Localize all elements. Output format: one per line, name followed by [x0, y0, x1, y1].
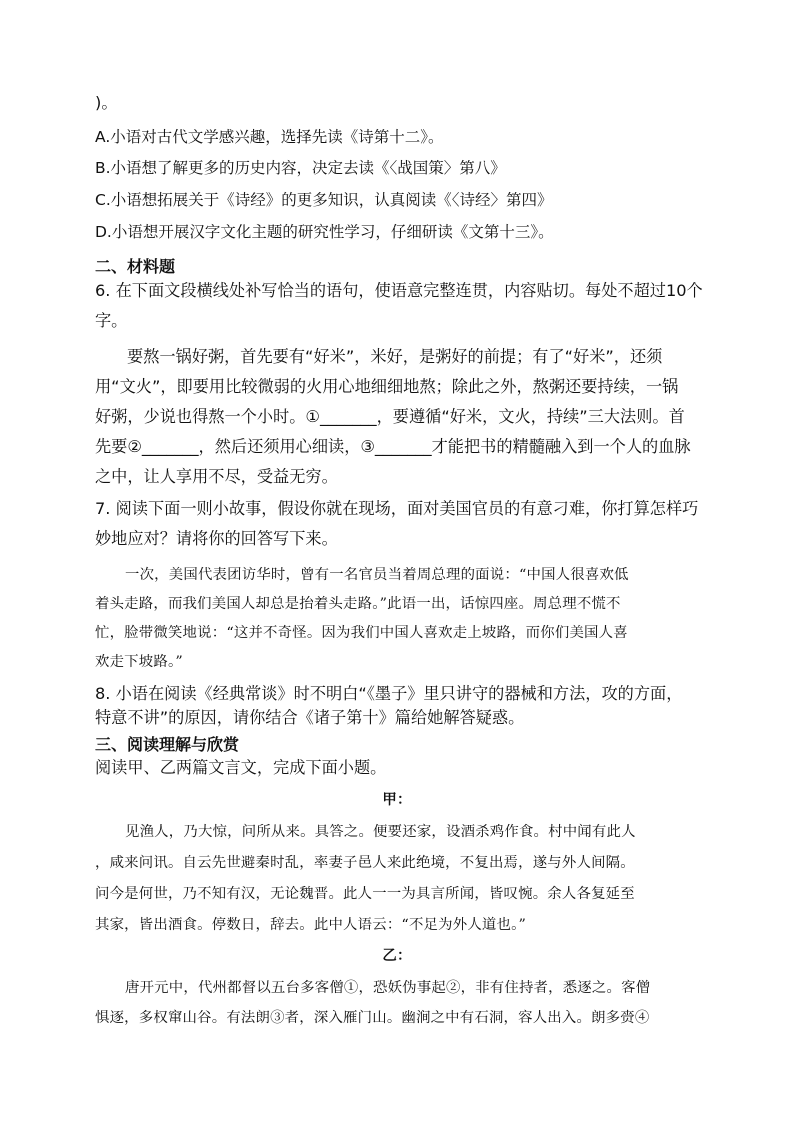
q5-option-a: A.小语对古代文学感兴趣，选择先读《诗第十二》。	[95, 128, 444, 146]
q5-tail: )。	[95, 93, 118, 112]
q6-prompt-line: 6. 在下面文段横线处补写恰当的语句，使语意完整连贯，内容贴切。每处不超过10个	[95, 281, 703, 300]
q5-option-d: D.小语想开展汉字文化主题的研究性学习，仔细研读《文第十三》。	[95, 223, 554, 241]
passage-yi-line: 惧逐，多权窜山谷。有法朗③者，深入雁门山。幽涧之中有石洞，容人出入。朗多赍④	[95, 1010, 650, 1026]
q7-prompt-line: 7. 阅读下面一则小故事，假设你就在现场，面对美国官员的有意刁难，你打算怎样巧	[95, 499, 699, 518]
q7-prompt-line: 妙地应对？请将你的回答写下来。	[95, 529, 338, 548]
passage-yi-line: 唐开元中，代州都督以五台多客僧①，恐妖伪事起②，非有住持者，悉逐之。客僧	[125, 980, 651, 996]
passage-jia-line: ，咸来问讯。自云先世避秦时乱，率妻子邑人来此绝境，不复出焉，遂与外人间隔。	[95, 855, 635, 871]
section-heading-materials: 二、材料题	[95, 257, 176, 276]
passage-jia-line: 见渔人，乃大惊，问所从来。具答之。便要还家，设酒杀鸡作食。村中闻有此人	[125, 824, 636, 840]
section3-intro: 阅读甲、乙两篇文言文，完成下面小题。	[95, 758, 387, 777]
q8-prompt-line: 8. 小语在阅读《经典常谈》时不明白“《墨子》里只讲守的器械和方法，攻的方面，	[95, 684, 683, 703]
q6-prompt-line: 字。	[95, 311, 128, 330]
passage-jia-title: 甲：	[382, 791, 412, 808]
q6-passage-line: 要熬一锅好粥，首先要有“好米”，米好，是粥好的前提；有了“好米”，还须	[127, 347, 663, 366]
passage-yi-title: 乙：	[382, 947, 412, 964]
passage-jia-line: 其家，皆出酒食。停数日，辞去。此中人语云：“不足为外人道也。”	[95, 917, 527, 933]
q7-story-line: 欢走下坡路。”	[95, 654, 183, 670]
q6-passage-line: 用“文火”，即要用比较微弱的火用心地细细地熬；除此之外，熬粥还要持续，一锅	[95, 377, 679, 396]
q7-story-line: 一次，美国代表团访华时，曾有一名官员当着周总理的面说：“中国人很喜欢低	[125, 567, 629, 583]
q6-passage-line: 先要②_______，然后还须用心细读，③_______才能把书的精髓融入到一个人的血脉	[95, 437, 691, 456]
passage-jia-line: 问今是何世，乃不知有汉，无论魏晋。此人一一为具言所闻，皆叹惋。余人各复延至	[95, 886, 635, 902]
q5-option-b: B.小语想了解更多的历史内容，决定去读《〈战国策〉第八》	[95, 159, 506, 177]
q8-prompt-line: 特意不讲”的原因，请你结合《诸子第十》篇给她解答疑惑。	[95, 708, 525, 727]
q7-story-line: 着头走路，而我们美国人却总是抬着头走路。”此语一出，话惊四座。周总理不慌不	[95, 596, 621, 612]
q5-option-c: C.小语想拓展关于《诗经》的更多知识，认真阅读《〈诗经〉第四》	[95, 191, 553, 209]
section-heading-reading: 三、阅读理解与欣赏	[95, 735, 240, 754]
q6-passage-line: 之中，让人享用不尽，受益无穷。	[95, 467, 338, 486]
q7-story-line: 忙，脸带微笑地说：“这并不奇怪。因为我们中国人喜欢走上坡路，而你们美国人喜	[95, 625, 628, 641]
q6-passage-line: 好粥，少说也得熬一个小时。①_______，要遵循“好米，文火，持续”三大法则。首	[95, 407, 685, 426]
